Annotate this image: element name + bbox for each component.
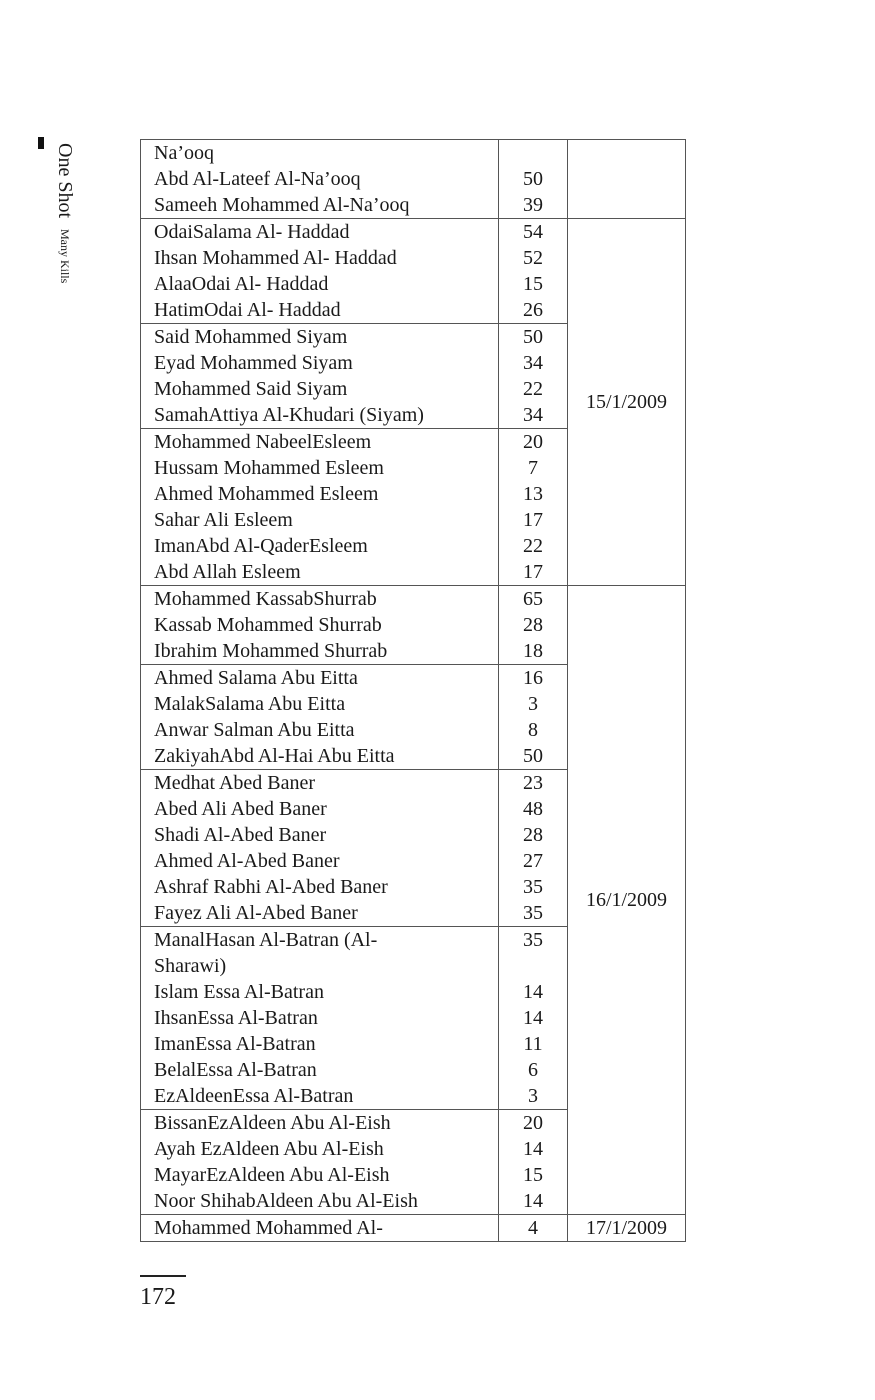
book-title: One Shot <box>54 143 76 218</box>
victim-age: 22 <box>523 535 543 557</box>
victim-age: 15 <box>523 1164 543 1186</box>
victim-name: Said Mohammed Siyam <box>154 326 348 348</box>
victim-age: 22 <box>523 378 543 400</box>
victim-age: 6 <box>528 1059 538 1081</box>
victim-name: Ahmed Al-Abed Baner <box>154 850 340 872</box>
victim-name: Ahmed Mohammed Esleem <box>154 483 379 505</box>
victim-name: Mohammed KassabShurrab <box>154 588 377 610</box>
names-cell <box>141 1215 499 1242</box>
victim-age: 28 <box>523 614 543 636</box>
victim-name: SamahAttiya Al-Khudari (Siyam) <box>154 404 424 426</box>
victim-age: 65 <box>523 588 543 610</box>
victim-age: 17 <box>523 561 543 583</box>
victim-name: Sahar Ali Esleem <box>154 509 293 531</box>
ages-cell <box>499 665 568 770</box>
victim-name: EzAldeenEssa Al-Batran <box>154 1085 354 1107</box>
victim-age: 39 <box>523 194 543 216</box>
victim-name: Ashraf Rabhi Al-Abed Baner <box>154 876 388 898</box>
victim-name: Na’ooq <box>154 142 214 164</box>
victim-age: 35 <box>523 929 543 951</box>
victim-name: Mohammed Mohammed Al- <box>154 1217 383 1239</box>
ages-cell <box>499 140 568 219</box>
victim-age <box>499 140 567 166</box>
ages-cell <box>499 1215 568 1242</box>
victim-name: Abd Al-Lateef Al-Na’ooq <box>154 168 361 190</box>
victim-age: 7 <box>528 457 538 479</box>
ages-cell <box>499 1110 568 1215</box>
victim-name: Ayah EzAldeen Abu Al-Eish <box>154 1138 384 1160</box>
victim-name: BissanEzAldeen Abu Al-Eish <box>154 1112 391 1134</box>
names-cell <box>141 1110 499 1215</box>
victim-name: Hussam Mohammed Esleem <box>154 457 384 479</box>
victim-name: Sharawi) <box>154 955 227 977</box>
victim-age: 34 <box>523 352 543 374</box>
victim-age: 4 <box>528 1217 538 1239</box>
victim-name: Shadi Al-Abed Baner <box>154 824 327 846</box>
victim-name: Eyad Mohammed Siyam <box>154 352 353 374</box>
victim-name: Sameeh Mohammed Al-Na’ooq <box>154 194 410 216</box>
victim-name: Ahmed Salama Abu Eitta <box>154 667 358 689</box>
victim-age: 35 <box>523 876 543 898</box>
victim-name: Islam Essa Al-Batran <box>154 981 324 1003</box>
names-cell <box>141 586 499 665</box>
victim-age: 15 <box>523 273 543 295</box>
victim-age: 20 <box>523 431 543 453</box>
ages-cell <box>499 219 568 324</box>
victim-age: 17 <box>523 509 543 531</box>
date-cell <box>568 140 686 219</box>
names-cell <box>141 770 499 927</box>
book-subtitle: Many Kills <box>58 229 72 284</box>
victim-age <box>499 953 567 979</box>
victim-name: Mohammed Said Siyam <box>154 378 348 400</box>
victim-age: 13 <box>523 483 543 505</box>
victim-age: 14 <box>523 1007 543 1029</box>
victim-name: Mohammed NabeelEsleem <box>154 431 372 453</box>
victim-name: ImanEssa Al-Batran <box>154 1033 316 1055</box>
victim-name: ImanAbd Al-QaderEsleem <box>154 535 368 557</box>
names-cell <box>141 140 499 219</box>
ages-cell <box>499 770 568 927</box>
date-cell: 15/1/2009 <box>568 219 686 586</box>
names-cell <box>141 429 499 586</box>
victim-age: 26 <box>523 299 543 321</box>
victim-age: 14 <box>523 1138 543 1160</box>
ages-cell <box>499 429 568 586</box>
victim-age: 27 <box>523 850 543 872</box>
victim-age: 16 <box>523 667 543 689</box>
victim-age: 3 <box>528 1085 538 1107</box>
victim-age: 23 <box>523 772 543 794</box>
family-group-row <box>141 1215 686 1242</box>
victim-age: 52 <box>523 247 543 269</box>
victim-name: MalakSalama Abu Eitta <box>154 693 346 715</box>
victim-age: 50 <box>523 326 543 348</box>
victim-name: Medhat Abed Baner <box>154 772 316 794</box>
page-number-rule <box>140 1275 186 1277</box>
victim-age: 34 <box>523 404 543 426</box>
victim-name: Abed Ali Abed Baner <box>154 798 327 820</box>
victim-name: BelalEssa Al-Batran <box>154 1059 317 1081</box>
victim-name: Ihsan Mohammed Al- Haddad <box>154 247 397 269</box>
victim-age: 14 <box>523 981 543 1003</box>
victim-name: ZakiyahAbd Al-Hai Abu Eitta <box>154 745 395 767</box>
victim-age: 8 <box>528 719 538 741</box>
page-number: 172 <box>140 1284 176 1310</box>
family-group-row <box>141 219 686 324</box>
victim-name: IhsanEssa Al-Batran <box>154 1007 318 1029</box>
ages-cell <box>499 586 568 665</box>
victim-age: 50 <box>523 168 543 190</box>
names-cell <box>141 665 499 770</box>
date-cell: 17/1/2009 <box>568 1215 686 1242</box>
victim-age: 28 <box>523 824 543 846</box>
victim-age: 35 <box>523 902 543 924</box>
running-header <box>53 143 77 283</box>
names-cell <box>141 927 499 1110</box>
victim-name: MayarEzAldeen Abu Al-Eish <box>154 1164 390 1186</box>
header-bar-mark <box>38 137 44 149</box>
victim-name: Ibrahim Mohammed Shurrab <box>154 640 388 662</box>
victim-name: AlaaOdai Al- Haddad <box>154 273 329 295</box>
victim-name: HatimOdai Al- Haddad <box>154 299 341 321</box>
victim-age: 3 <box>528 693 538 715</box>
victim-name: Abd Allah Esleem <box>154 561 301 583</box>
victim-name: Noor ShihabAldeen Abu Al-Eish <box>154 1190 418 1212</box>
victim-name: OdaiSalama Al- Haddad <box>154 221 350 243</box>
victim-age: 18 <box>523 640 543 662</box>
victim-age: 11 <box>523 1033 543 1055</box>
names-cell <box>141 324 499 429</box>
victims-table <box>140 139 686 1242</box>
date-cell: 16/1/2009 <box>568 586 686 1215</box>
family-group-row <box>141 140 686 219</box>
victim-age: 50 <box>523 745 543 767</box>
victim-name: Fayez Ali Al-Abed Baner <box>154 902 358 924</box>
names-cell <box>141 219 499 324</box>
victim-name: Kassab Mohammed Shurrab <box>154 614 382 636</box>
victim-name: Anwar Salman Abu Eitta <box>154 719 355 741</box>
victim-age: 14 <box>523 1190 543 1212</box>
victim-age: 48 <box>523 798 543 820</box>
victim-name: ManalHasan Al-Batran (Al- <box>154 929 378 951</box>
family-group-row <box>141 586 686 665</box>
victim-age: 20 <box>523 1112 543 1134</box>
ages-cell <box>499 324 568 429</box>
victim-age: 54 <box>523 221 543 243</box>
ages-cell <box>499 927 568 1110</box>
